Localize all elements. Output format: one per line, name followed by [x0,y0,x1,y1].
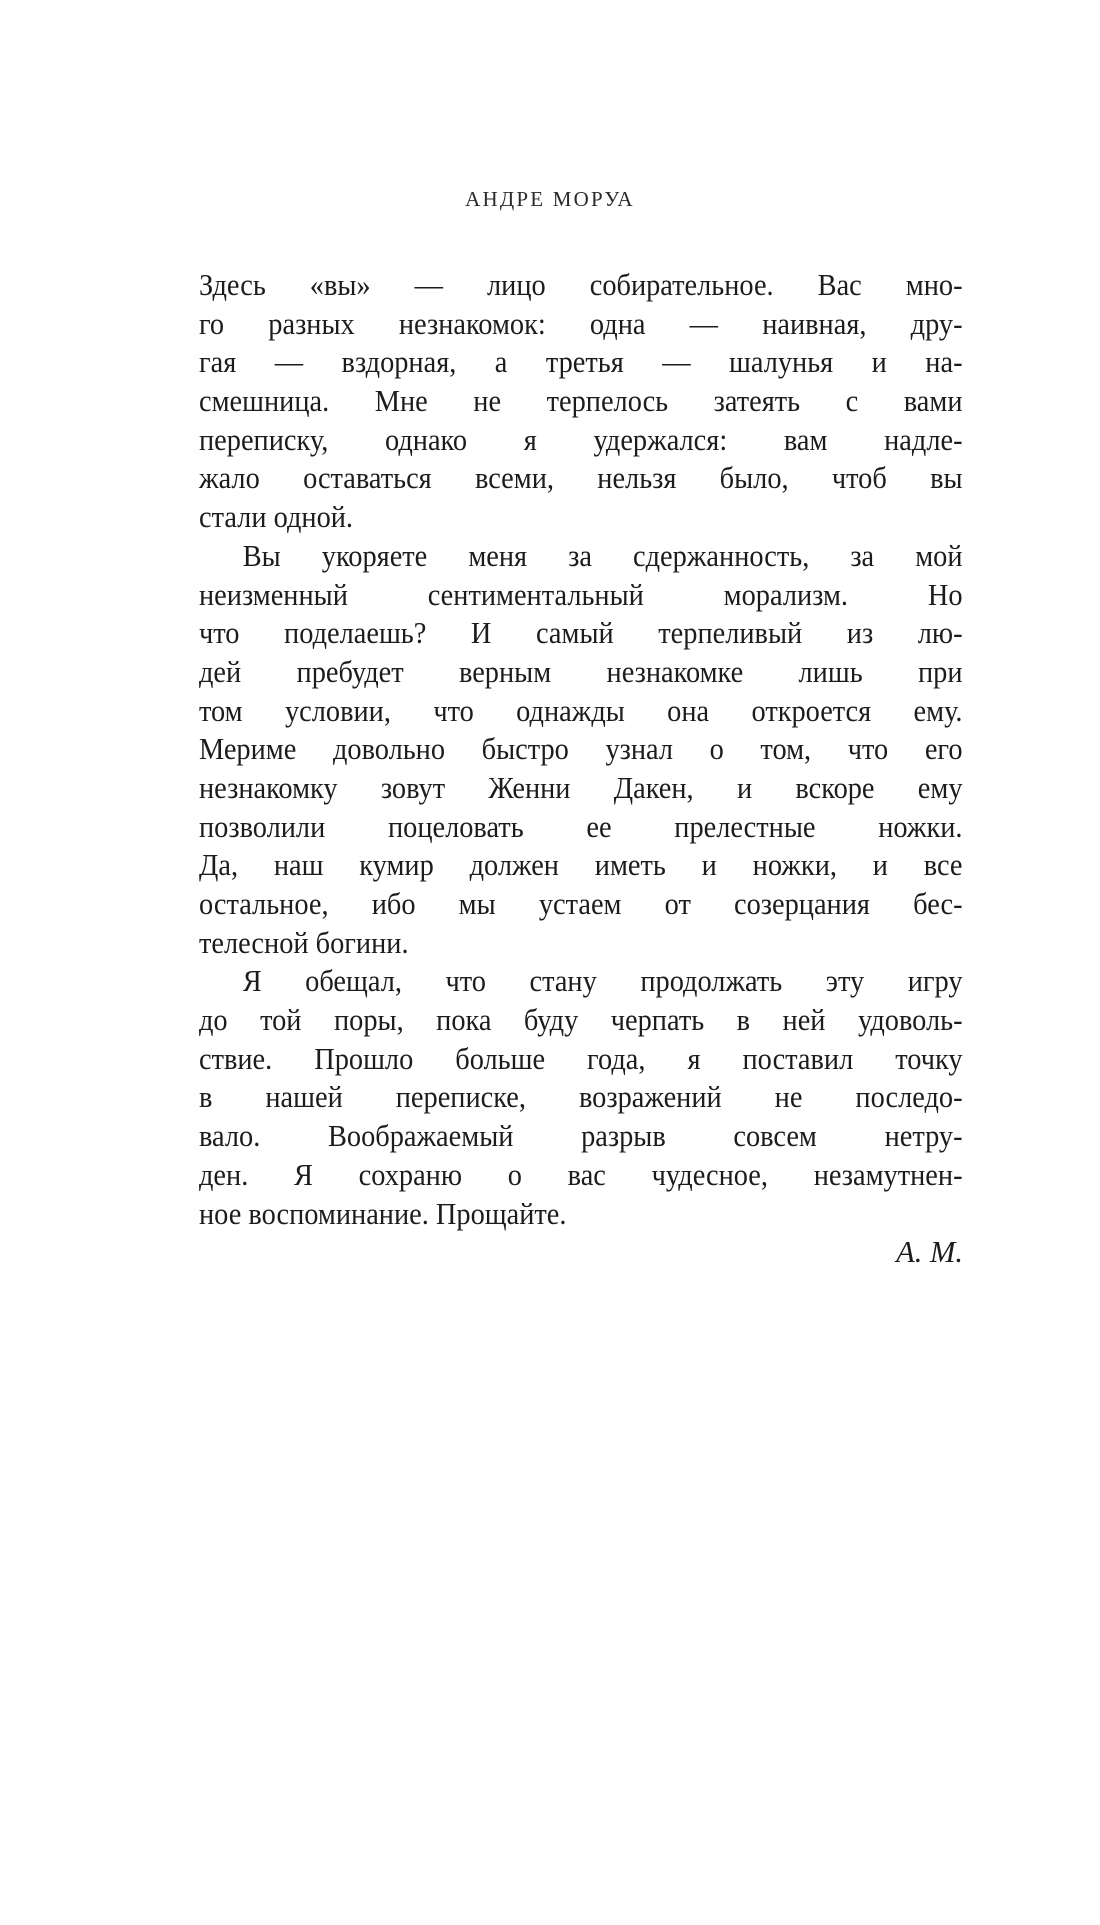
text-line-indented: Вы укоряете меня за сдержанность, за мой [242,538,963,573]
body-text [199,266,963,1272]
text-line: смешница. Мне не терпелось затеять с вами [199,384,963,419]
text-line: неизменный сентиментальный морализм. Но [199,577,963,612]
text-line: позволили поцеловать ее прелестные ножки. [199,809,963,844]
text-line: остальное, ибо мы устаем от созерцания бес- [199,887,963,921]
text-line: дей пребудет верным незнакомке лишь при [199,654,963,689]
text-line: незнакомку зовут Женни Дакен, и вскоре ему [199,770,963,805]
signature: А. М. [896,1235,963,1270]
paragraph-1 [199,266,963,537]
text-line-indented: Я обещал, что стану продолжать эту игру [242,964,963,999]
text-line: стали одной. [199,500,354,535]
text-line: ное воспоминание. Прощайте. [199,1196,567,1231]
text-line: что поделаешь? И самый терпеливый из лю- [199,616,963,651]
text-line: жало оставаться всеми, нельзя было, чтоб вы [199,461,963,496]
text-line: телесной богини. [199,925,409,960]
paragraph-2 [199,537,963,963]
text-line: го разных незнакомок: одна — наивная, дру- [199,306,963,341]
text-line: Мериме довольно быстро узнал о том, что его [199,732,963,767]
text-line: до той поры, пока буду черпать в ней удоволь- [199,1003,963,1038]
text-line: переписку, однако я удержался: вам надле- [199,422,963,457]
text-line: Здесь «вы» — лицо собирательное. Вас мно- [199,268,963,302]
text-line: Да, наш кумир должен иметь и ножки, и все [199,848,963,883]
text-line: гая — вздорная, а третья — шалунья и на- [199,345,963,380]
text-line: в нашей переписке, возражений не последо- [199,1080,963,1115]
text-line: ден. Я сохраню о вас чудесное, незамутнен- [199,1157,963,1192]
paragraph-3 [199,962,963,1233]
text-line: ствие. Прошло больше года, я поставил точку [199,1041,963,1076]
text-line: том условии, что однажды она откроется ему. [199,693,963,728]
running-head: АНДРЕ МОРУА [465,187,635,211]
text-line: вало. Воображаемый разрыв совсем нетру- [199,1119,963,1154]
